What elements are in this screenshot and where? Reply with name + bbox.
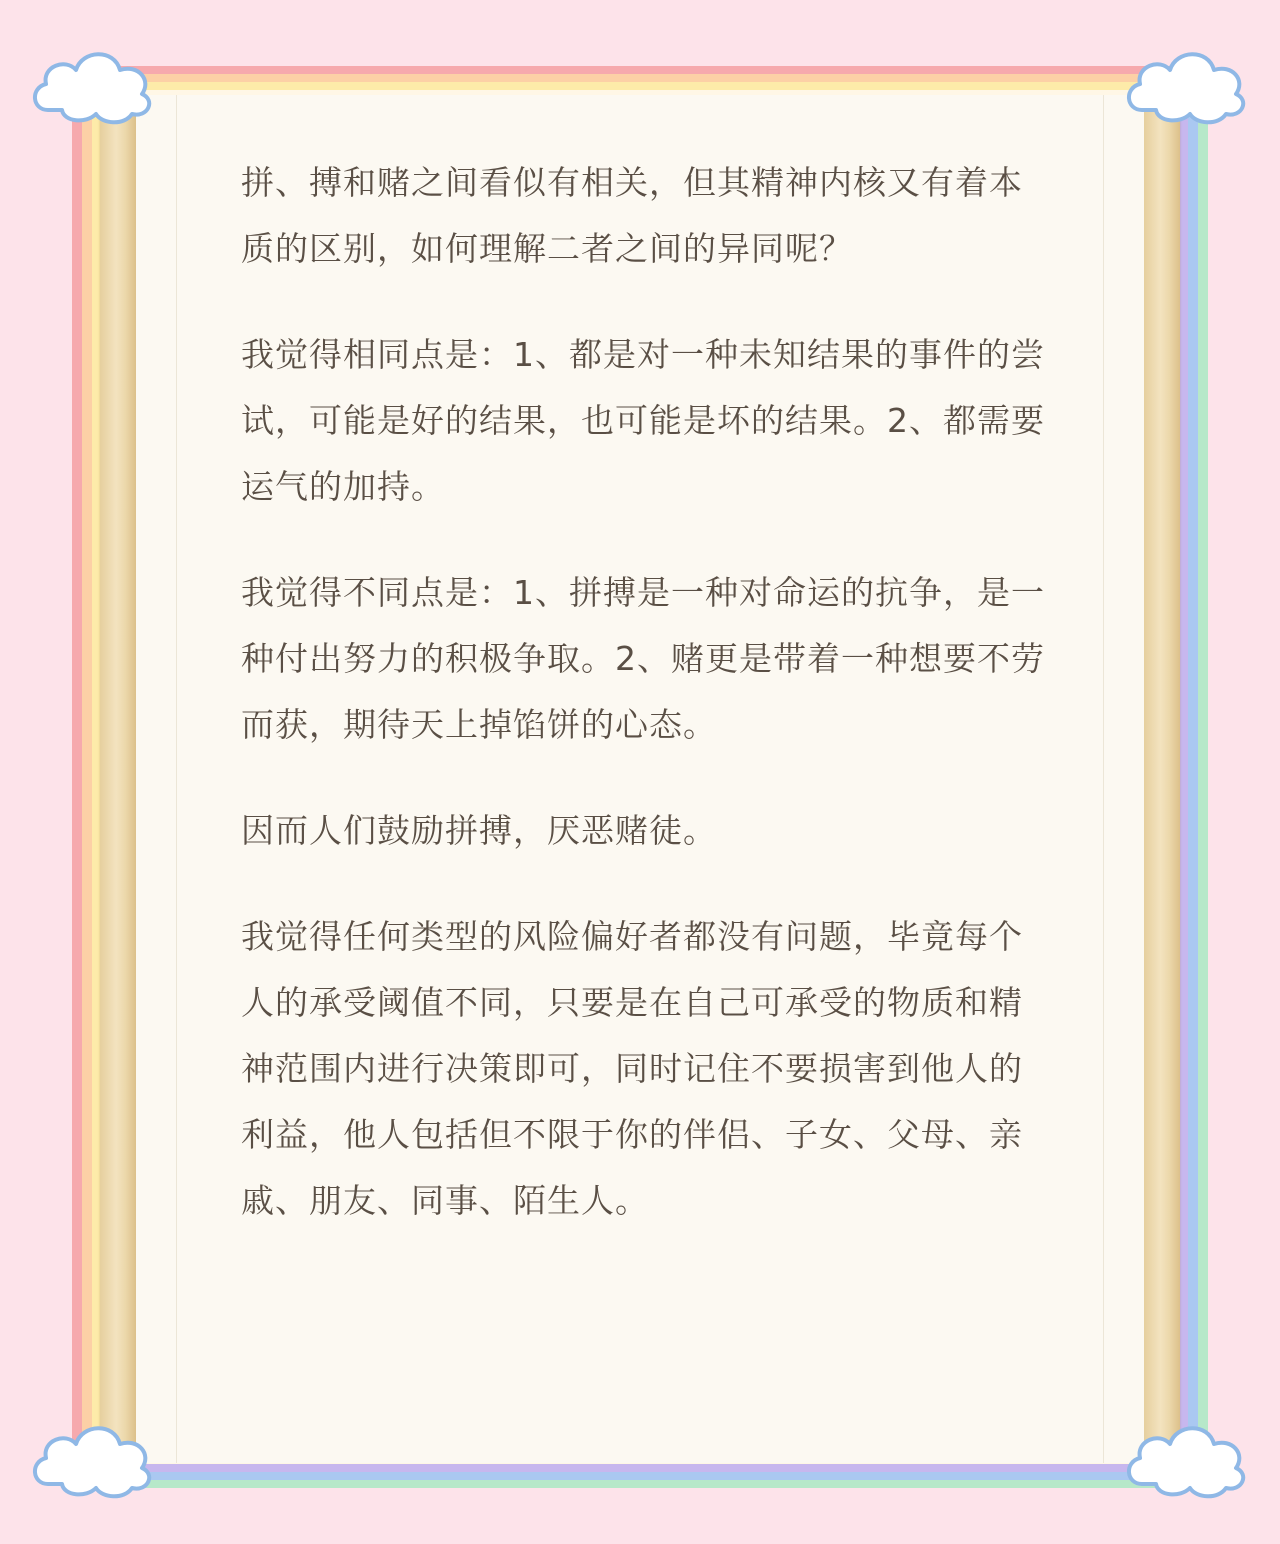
rainbow-band-top [92, 66, 1188, 98]
paragraph-question: 拼、搏和赌之间看似有相关，但其精神内核又有着本质的区别，如何理解二者之间的异同呢？ [241, 163, 1023, 268]
paper-margin-line-left [176, 95, 177, 1463]
cloud-icon [1122, 1414, 1252, 1504]
cloud-icon [28, 40, 158, 130]
paper-card [136, 95, 1144, 1463]
scroll-roller-left [100, 95, 136, 1463]
scroll-roller-right [1144, 95, 1180, 1463]
rainbow-band-right [1178, 76, 1208, 1478]
cloud-icon [1122, 40, 1252, 130]
paragraph-opinion: 我觉得任何类型的风险偏好者都没有问题，毕竟每个人的承受阈值不同，只要是在自己可承受的物质和精神范围内进行决策即可，同时记住不要损害到他人的利益，他人包括但不限于你的伴侣、子女、父母、亲戚、朋友、同事、陌生人。 [241, 917, 1023, 1220]
paragraph-differences: 我觉得不同点是：1、拼搏是一种对命运的抗争，是一种付出努力的积极争取。2、赌更是带着一种想要不劳而获，期待天上掉馅饼的心态。 [241, 573, 1045, 744]
paper-margin-line-right [1103, 95, 1104, 1463]
cloud-icon [28, 1414, 158, 1504]
article-body [241, 150, 1046, 1274]
paragraph-similarities: 我觉得相同点是：1、都是对一种未知结果的事件的尝试，可能是好的结果，也可能是坏的结果。2、都需要运气的加持。 [241, 335, 1045, 506]
rainbow-band-left [72, 76, 102, 1478]
paragraph-conclusion: 因而人们鼓励拼搏，厌恶赌徒。 [241, 811, 717, 850]
